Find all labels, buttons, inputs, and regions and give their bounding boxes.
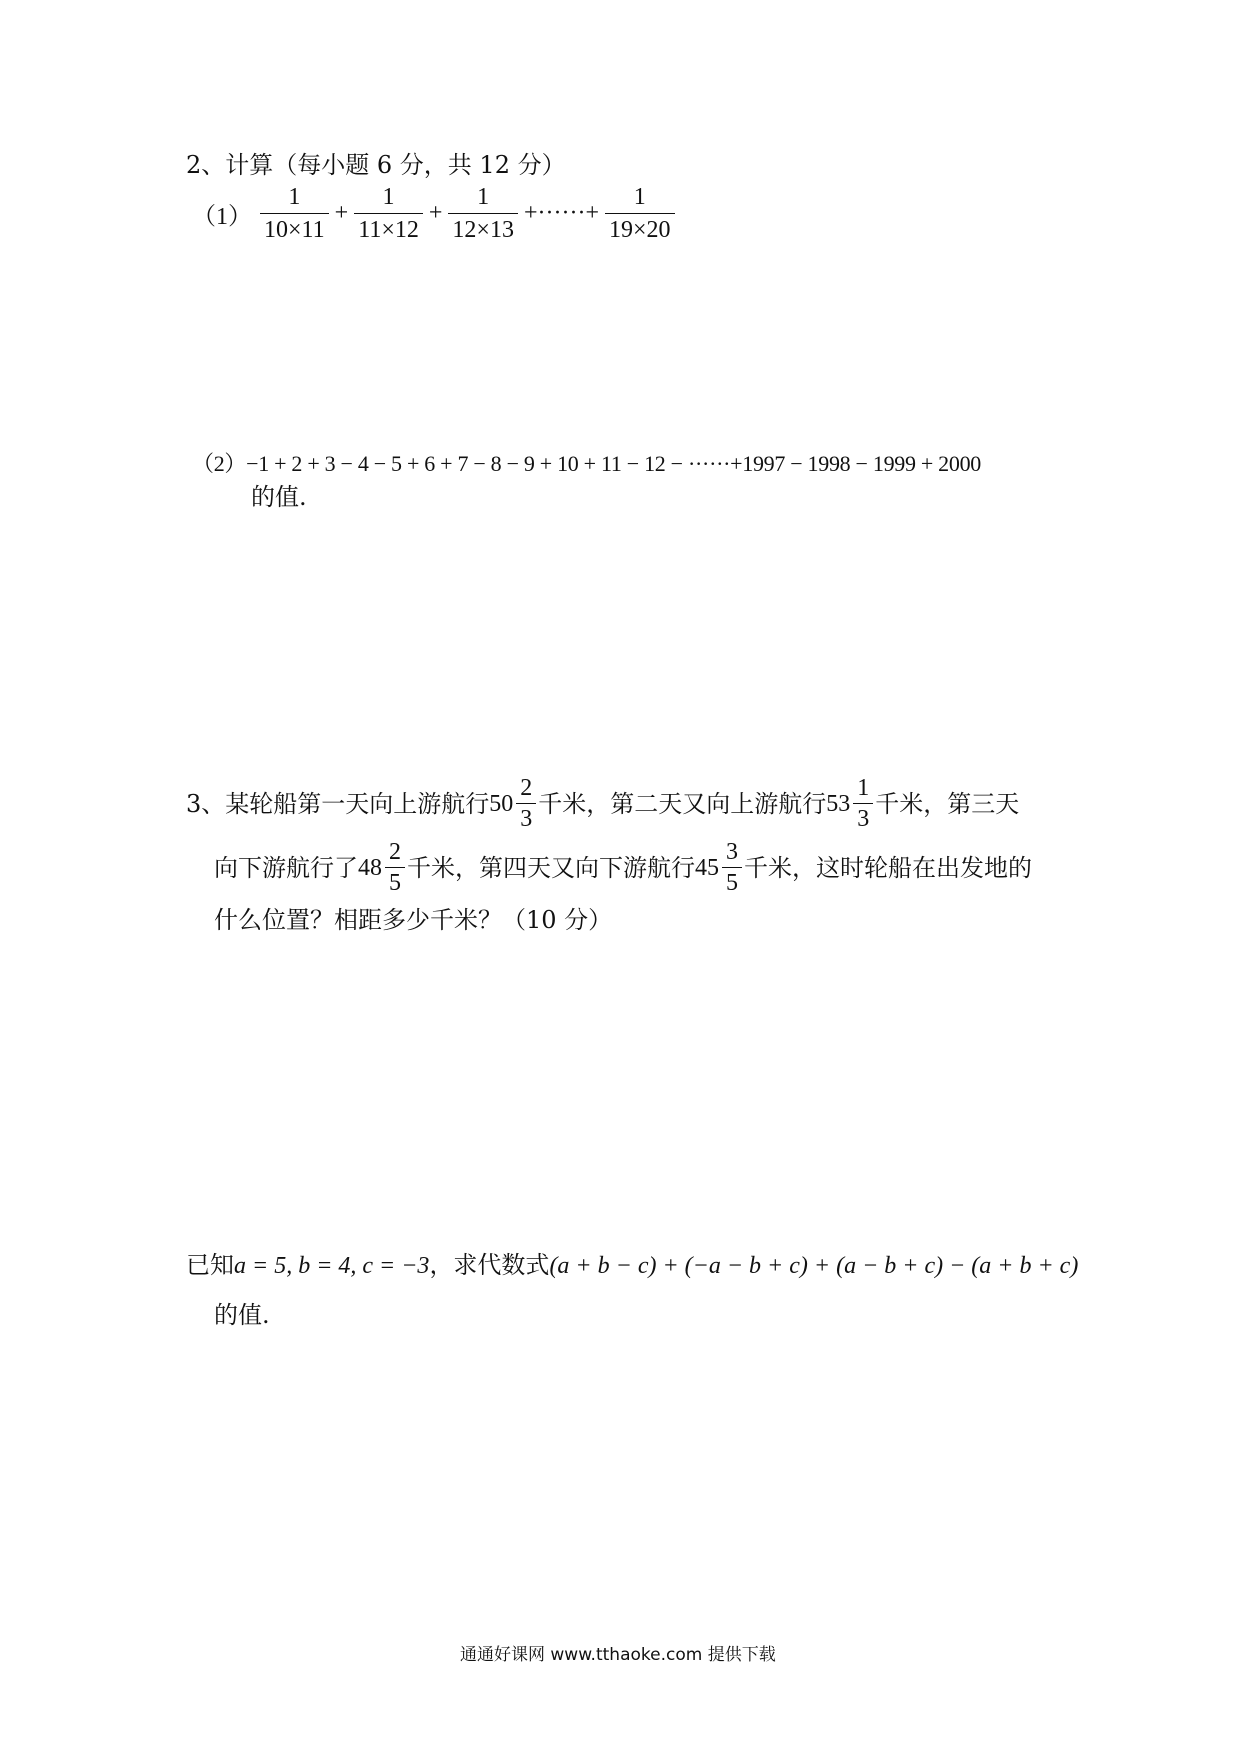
q2-heading: 2、计算（每小题 6 分，共 12 分） xyxy=(186,151,566,179)
q4-given: a = 5, b = 4, c = −3 xyxy=(234,1253,430,1279)
q3-text: 千米，第三天 xyxy=(875,789,1020,818)
q3-line3: 什么位置？相距多少千米？（10 分） xyxy=(214,906,613,934)
mixed-number: 45 $\frac{3}{5}$ xyxy=(695,839,744,896)
fraction: $\frac{1}{10\times 11}$ xyxy=(260,183,329,244)
q4-line1 xyxy=(186,1250,1078,1281)
mixed-number: 50 $\frac{2}{3}$ xyxy=(489,775,538,832)
q3-text: 千米，这时轮船在出发地的 xyxy=(744,853,1032,882)
page-footer: 通通好课网 www.tthaoke.com 提供下载 xyxy=(460,1645,776,1665)
plus-operator: + xyxy=(334,200,349,226)
q3-text: 千米，第四天又向下游航行 xyxy=(407,853,695,882)
q3-line1 xyxy=(186,775,1019,832)
q2-part1-label: （1） xyxy=(192,204,252,230)
fraction: $\frac{1}{11\times 12}$ xyxy=(354,183,423,244)
q4-expression: (a + b − c) + (−a − b + c) + (a − b + c) − (a + b + c) xyxy=(549,1253,1079,1279)
fraction: $\frac{1}{19\times 20}$ xyxy=(605,183,675,244)
plus-operator: + xyxy=(428,200,443,226)
q3-text: 向下游航行了 xyxy=(214,853,358,882)
mixed-number: 53 $\frac{1}{3}$ xyxy=(826,775,875,832)
q4-tail: 的值. xyxy=(214,1301,270,1329)
q2-part2-tail: 的值. xyxy=(251,483,307,511)
ellipsis-operator: +······+ xyxy=(523,200,599,226)
q2-part2 xyxy=(192,447,981,478)
q3-text: 千米，第二天又向上游航行 xyxy=(538,789,827,818)
q3-text: 3、某轮船第一天向上游航行 xyxy=(186,789,490,818)
q2-part2-label: （2） xyxy=(192,451,247,476)
mixed-number: 48 $\frac{2}{5}$ xyxy=(358,839,407,896)
q3-line2 xyxy=(214,839,1032,896)
q2-part1 xyxy=(192,183,677,244)
q4-mid: ，求代数式 xyxy=(429,1251,550,1279)
fraction: $\frac{1}{12\times 13}$ xyxy=(448,183,518,244)
q4-lead: 已知 xyxy=(186,1251,234,1279)
q2-part2-expression: −1 + 2 + 3 − 4 − 5 + 6 + 7 − 8 − 9 + 10 + 11 − 12 − ······+1997 − 1998 − 1999 + 2000 xyxy=(246,451,981,476)
